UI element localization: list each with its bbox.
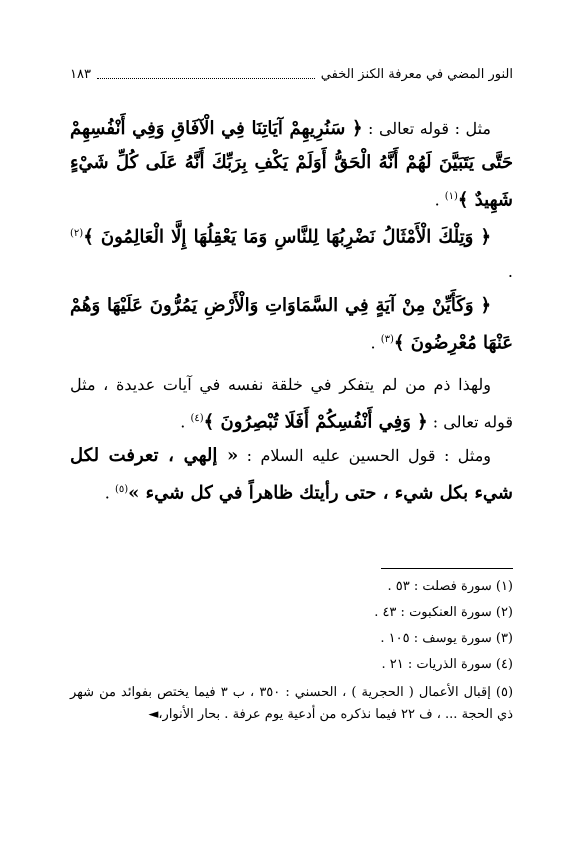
- paragraph-5: [70, 439, 513, 510]
- paragraph-4: [70, 368, 513, 439]
- footnote-4: (٤) سورة الذريات : ٢١ .: [381, 657, 513, 672]
- page-number: ١٨٣: [70, 66, 91, 82]
- footnote-ref-1: (١): [444, 191, 458, 202]
- para3-end: .: [370, 332, 381, 352]
- main-text: [70, 112, 513, 511]
- footnote-ref-3: (٣): [380, 333, 394, 345]
- paragraph-2: [70, 217, 513, 288]
- para5-end: .: [104, 483, 115, 503]
- footnote-separator: [381, 568, 513, 569]
- footnote-3: (٣) سورة يوسف : ١٠٥ .: [380, 631, 513, 646]
- quran-verse-3: ﴿ وَكَأَيِّنْ مِنْ آيَةٍ فِي السَّمَاوَاتِ وَالْأَرْضِ يَمُرُّونَ عَلَيْهَا وَهُمْ عَنْهَا مُعْرِضُونَ ﴾: [70, 294, 513, 353]
- footnote-ref-4: (٤): [190, 412, 204, 424]
- paragraph-1: [70, 112, 513, 217]
- quran-verse-2: ﴿ وَتِلْكَ الْأَمْثَالُ نَضْرِبُهَا لِلنَّاسِ وَمَا يَعْقِلُهَا إِلَّا الْعَالِمُونَ ﴾: [83, 226, 491, 248]
- para4-text: ولهذا ذم من لم يتفكر في خلقة نفسه في آيات عديدة ، مثل قوله تعالى :: [70, 374, 513, 432]
- para5-text: ومثل : قول الحسين عليه السلام :: [238, 446, 492, 466]
- footnote-5: (٥) إقبال الأعمال ( الحجرية ) ، الحسني : ٣٥٠ ، ب ٣ فيما يختص بفوائد من شهر ذي الحجة ... ، ف ٢٢ فيما نذكره من أدعية يوم عرفة . بحار الأنوار،◄: [70, 685, 514, 722]
- para4-end: .: [180, 412, 191, 432]
- footnote-1: (١) سورة فصلت : ٥٣ .: [387, 579, 513, 594]
- para1-intro: مثل : قوله تعالى :: [362, 119, 491, 138]
- header-dotted-leader: [97, 70, 315, 79]
- quran-verse-1: ﴿ سَنُرِيهِمْ آيَاتِنَا فِي الْآفَاقِ وَفِي أَنْفُسِهِمْ حَتَّى يَتَبَيَّنَ لَهُمْ أَنَّهُ الْحَقُّ أَوَلَمْ يَكْفِ بِرَبِّكَ أَنَّهُ عَلَى كُلِّ شَيْءٍ شَهِيدٌ ﴾: [70, 118, 513, 211]
- footnote-ref-2: (٢): [70, 228, 84, 240]
- footnote-2: (٢) سورة العنكبوت : ٤٣ .: [374, 605, 513, 620]
- supplication-quote: « إلهي ، تعرفت لكل شيء بكل شيء ، حتى رأيتك ظاهراً في كل شيء »: [70, 445, 513, 504]
- para1-end: .: [434, 190, 445, 210]
- paragraph-3: [70, 289, 513, 360]
- footnote-ref-5: (٥): [114, 484, 129, 496]
- quran-verse-4: ﴿ وَفِي أَنْفُسِكُمْ أَفَلَا تُبْصِرُونَ ﴾: [203, 411, 428, 433]
- running-header: [70, 63, 513, 85]
- footnotes: [70, 574, 513, 726]
- header-title: النور المضي في معرفة الكنز الخفي: [320, 66, 513, 82]
- para2-end: .: [507, 261, 513, 281]
